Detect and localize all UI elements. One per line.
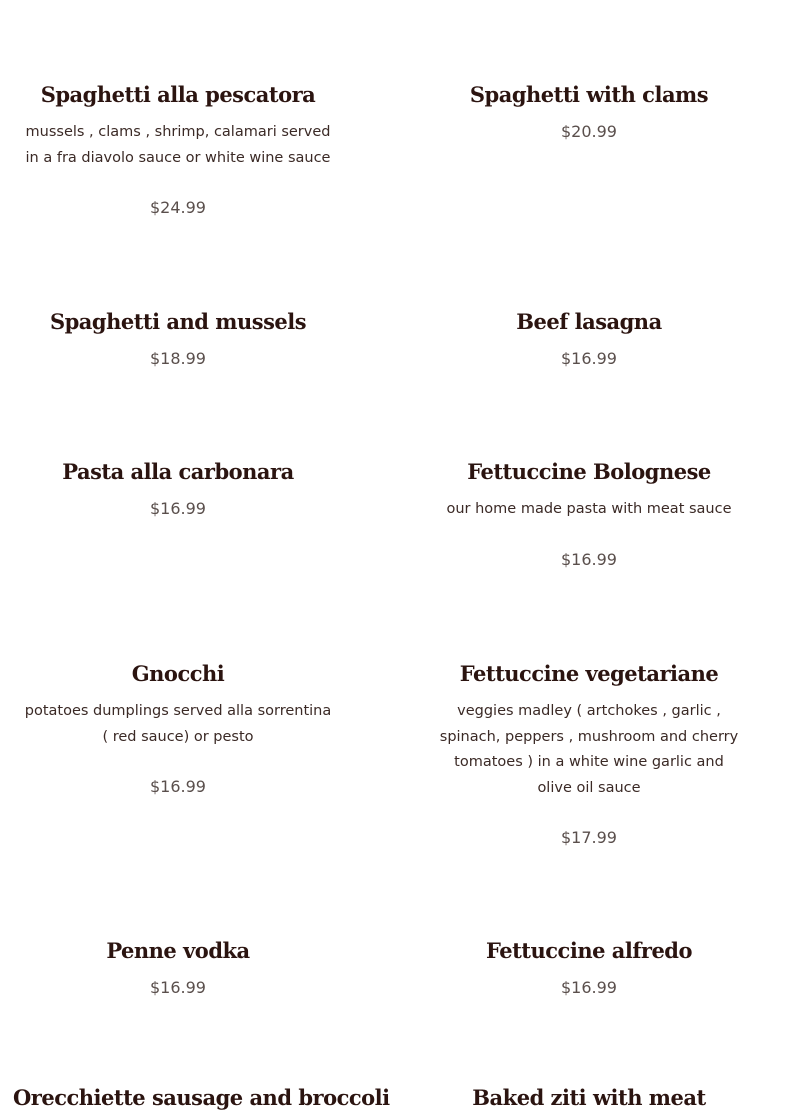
- menu-item: [424, 457, 754, 572]
- menu-item-price: $18.99: [150, 349, 206, 368]
- menu-item-name: Beef lasagna: [516, 309, 662, 334]
- menu-item: [13, 80, 343, 220]
- menu-item-price: $17.99: [561, 828, 617, 847]
- menu-item-price: $20.99: [561, 122, 617, 141]
- menu-item-name: Fettuccine Bolognese: [467, 459, 711, 484]
- menu-item-price: $16.99: [150, 777, 206, 796]
- menu-item-price: $16.99: [561, 349, 617, 368]
- menu-item-name: Spaghetti alla pescatora: [40, 82, 316, 107]
- menu-item: [424, 659, 754, 850]
- menu-item-name: Orecchiette sausage and broccoli: [13, 1085, 390, 1110]
- menu-item: [13, 307, 343, 371]
- menu-item: [13, 1083, 390, 1113]
- menu-item-name: Fettuccine vegetariane: [459, 661, 719, 686]
- menu-item-price: $16.99: [561, 549, 617, 569]
- menu-item: [424, 936, 754, 1000]
- menu-item-price: $16.99: [150, 978, 206, 997]
- menu-item-description: potatoes dumplings served alla sorrentina ( red sauce) or pesto: [24, 703, 332, 745]
- menu-item-price: $16.99: [561, 978, 617, 997]
- menu-item: [13, 936, 343, 1000]
- menu-item: [424, 80, 754, 144]
- menu-item: [13, 659, 343, 799]
- menu-item-description: our home made pasta with meat sauce: [446, 501, 732, 517]
- menu-item-price: $24.99: [150, 198, 206, 217]
- menu-item: [424, 307, 754, 371]
- menu-item-name: Pasta alla carbonara: [62, 459, 294, 484]
- menu-item-name: Spaghetti with clams: [469, 82, 709, 107]
- menu-item-name: Baked ziti with meat: [472, 1085, 706, 1110]
- menu-item-name: Gnocchi: [131, 661, 225, 686]
- menu-item: [424, 1083, 754, 1113]
- menu-item-description: mussels , clams , shrimp, calamari served in a fra diavolo sauce or white wine sauce: [25, 124, 331, 166]
- menu-item-name: Spaghetti and mussels: [49, 309, 307, 334]
- menu-item-name: Fettuccine alfredo: [485, 938, 692, 963]
- menu-item-name: Penne vodka: [106, 938, 250, 963]
- menu-item-description: veggies madley ( artchokes , garlic , spinach, peppers , mushroom and cherry tomatoes ) in a white wine garlic and olive oil sauce: [439, 703, 739, 796]
- menu-item-price: $16.99: [150, 499, 206, 518]
- menu-item: [13, 457, 343, 521]
